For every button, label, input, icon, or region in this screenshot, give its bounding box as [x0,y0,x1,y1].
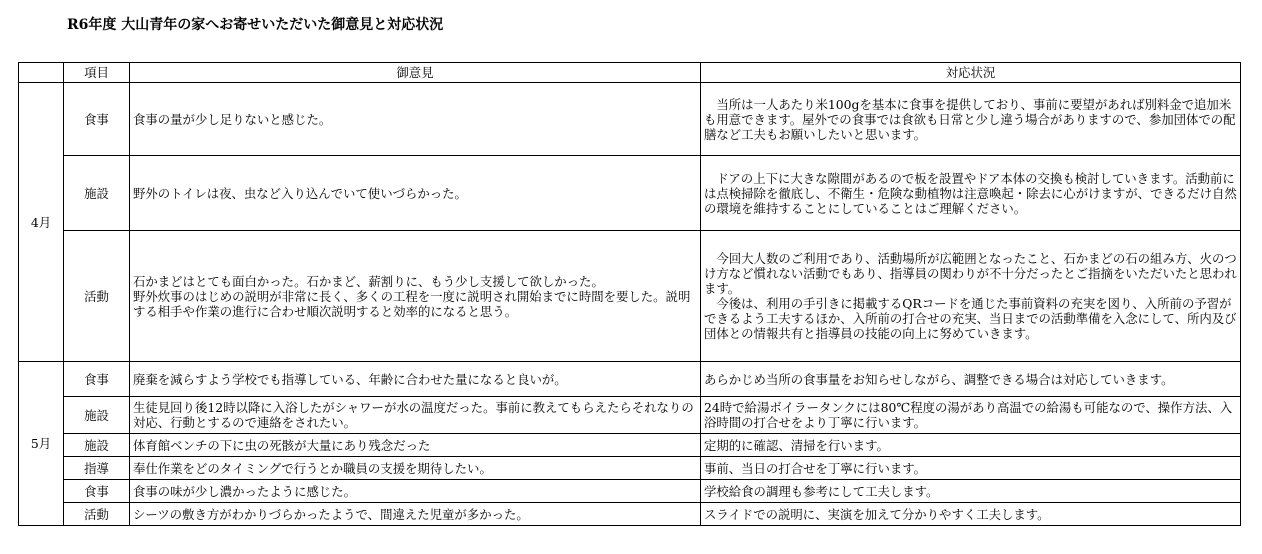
opinion-cell: 体育館ベンチの下に虫の死骸が大量にあり残念だった [130,434,701,457]
month-cell-may: 5月 [19,362,64,526]
month-cell-april: 4月 [19,83,64,362]
category-cell: 施設 [64,434,130,457]
table-row [19,434,1241,457]
response-paragraph: 今後は、利用の手引きに掲載するQRコードを通じた事前資料の充実を図り、入所前の予習ができるよう工夫するほか、入所前の打合せの充実、当日までの活動準備を入念にして、所内及び団体との情報共有と指導員の技能の向上に努めていきます。 [704,296,1237,341]
opinion-cell: 食事の味が少し濃かったように感じた。 [130,480,701,503]
header-category: 項目 [64,63,130,83]
category-cell: 活動 [64,503,130,526]
opinion-cell: 生徒見回り後12時以降に入浴したがシャワーが水の温度だった。事前に教えてもらえたらそれなりの対応、行動とするので連絡をされたい。 [130,397,701,434]
header-opinion: 御意見 [130,63,701,83]
response-cell [701,231,1241,362]
header-month [19,63,64,83]
header-row [19,63,1241,83]
response-cell: 定期的に確認、清掃を行います。 [701,434,1241,457]
table-row [19,83,1241,156]
opinion-cell: 食事の量が少し足りないと感じた。 [130,83,701,156]
response-cell: ドアの上下に大きな隙間があるので板を設置やドア本体の交換も検討していきます。活動前には点検掃除を徹底し、不衛生・危険な動植物は注意喚起・除去に心がけますが、できるだけ自然の環境を維持することにしていることはご理解ください。 [701,156,1241,231]
response-cell: 当所は一人あたり米100gを基本に食事を提供しており、事前に要望があれば別料金で追加米も用意できます。屋外での食事では食欲も日常と少し違う場合がありますので、参加団体での配膳など工夫もお願いしたいと思います。 [701,83,1241,156]
response-cell: 学校給食の調理も参考にして工夫します。 [701,480,1241,503]
response-paragraph: 今回大人数のご利用であり、活動場所が広範囲となったこと、石かまどの石の組み方、火のつけ方など慣れない活動でもあり、指導員の関わりが不十分だったとご指摘をいただいたと思われます。 [704,251,1237,296]
feedback-table [18,62,1241,526]
category-cell: 指導 [64,457,130,480]
opinion-cell [130,231,701,362]
response-cell: 事前、当日の打合せを丁寧に行います。 [701,457,1241,480]
opinion-cell: 野外のトイレは夜、虫など入り込んでいて使いづらかった。 [130,156,701,231]
category-cell: 食事 [64,480,130,503]
opinion-line: 石かまどはとても面白かった。石かまど、薪割りに、もう少し支援して欲しかった。 野外炊事のはじめの説明が非常に長く、多くの工程を一度に説明され開始までに時間を要した。説明する相手や作業の進行に合わせ順次説明すると効率的になると思う。 [133,273,691,319]
document-title: R6年度 大山青年の家へお寄せいただいた御意見と対応状況 [67,17,444,33]
table-row [19,480,1241,503]
response-cell: 24時で給湯ボイラータンクには80℃程度の湯があり高温での給湯も可能なので、操作方法、入浴時間の打合せをより丁寧に行います。 [701,397,1241,434]
category-cell: 施設 [64,156,130,231]
table-row [19,503,1241,526]
table-row [19,156,1241,231]
table-row [19,231,1241,362]
category-cell: 食事 [64,362,130,397]
opinion-cell: 奉仕作業をどのタイミングで行うとか職員の支援を期待したい。 [130,457,701,480]
opinion-cell: シーツの敷き方がわかりづらかったようで、間違えた児童が多かった。 [130,503,701,526]
table-row [19,362,1241,397]
table-row [19,397,1241,434]
category-cell: 食事 [64,83,130,156]
response-cell: スライドでの説明に、実演を加えて分かりやすく工夫します。 [701,503,1241,526]
header-response: 対応状況 [701,63,1241,83]
response-cell: あらかじめ当所の食事量をお知らせしながら、調整できる場合は対応していきます。 [701,362,1241,397]
opinion-cell: 廃棄を減らすよう学校でも指導している、年齢に合わせた量になると良いが。 [130,362,701,397]
category-cell: 施設 [64,397,130,434]
table-row [19,457,1241,480]
category-cell: 活動 [64,231,130,362]
